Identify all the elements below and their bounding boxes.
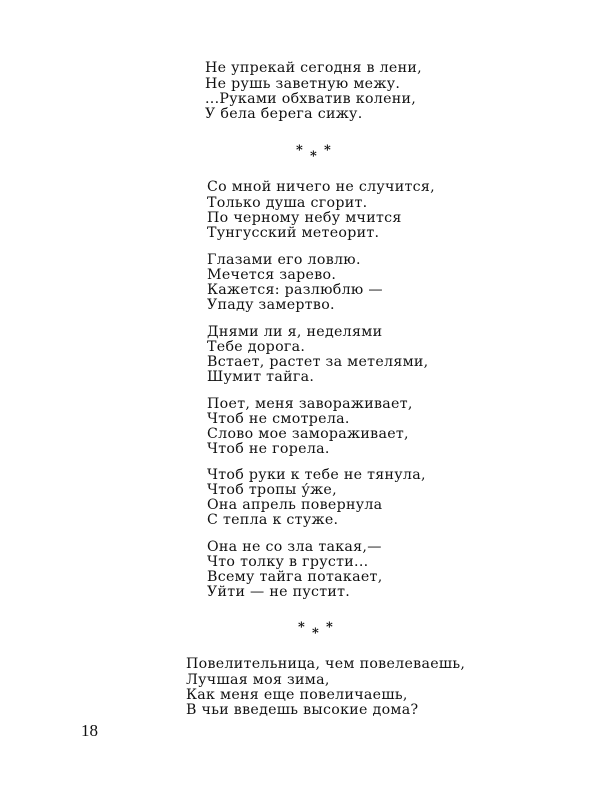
verse-line: У бела берега сижу. bbox=[205, 106, 363, 122]
verse-line: Не упрекай сегодня в лени, bbox=[205, 60, 422, 76]
verse-line: По черному небу мчится bbox=[207, 210, 402, 226]
verse-line: Со мной ничего не случится, bbox=[207, 179, 435, 195]
verse-line: Встает, растет за метелями, bbox=[207, 354, 429, 370]
verse-line: Всему тайга потакает, bbox=[207, 569, 383, 585]
verse-line: Она не со зла такая,— bbox=[207, 539, 382, 555]
verse-line: Не рушь заветную межу. bbox=[205, 76, 401, 92]
verse-line: Упаду замертво. bbox=[207, 297, 335, 313]
verse-line: Повелительница, чем повелеваешь, bbox=[186, 656, 466, 672]
verse-line: Уйти — не пустит. bbox=[207, 584, 351, 600]
verse-line: В чьи введешь высокие дома? bbox=[186, 702, 419, 718]
verse-line: Как меня еще повеличаешь, bbox=[186, 687, 408, 703]
asterism-separator: * * * bbox=[296, 143, 331, 164]
verse-line: Чтоб не горела. bbox=[207, 441, 330, 457]
verse-line: ...Руками обхватив колени, bbox=[205, 91, 417, 107]
verse-line: Слово мое замораживает, bbox=[207, 426, 409, 442]
verse-line: Днями ли я, неделями bbox=[207, 324, 383, 340]
verse-line: Глазами его ловлю. bbox=[207, 252, 361, 268]
verse-line: Лучшая моя зима, bbox=[186, 672, 330, 688]
verse-line: Только душа сгорит. bbox=[207, 195, 368, 211]
verse-line: Чтоб руки к тебе не тянула, bbox=[207, 467, 426, 483]
asterism-separator: * * * bbox=[298, 620, 333, 641]
verse-line: Чтоб тропы у́же, bbox=[207, 482, 337, 498]
verse-line: Она апрель повернула bbox=[207, 497, 383, 513]
verse-line: Шумит тайга. bbox=[207, 369, 315, 385]
verse-line: Что толку в грусти... bbox=[207, 554, 369, 570]
verse-line: Тебе дорога. bbox=[207, 339, 306, 355]
verse-line: Тунгусский метеорит. bbox=[207, 225, 380, 241]
page-number: 18 bbox=[81, 721, 98, 740]
verse-line: Мечется зарево. bbox=[207, 267, 337, 283]
verse-line: Чтоб не смотрела. bbox=[207, 411, 350, 427]
verse-line: Кажется: разлюблю — bbox=[207, 282, 383, 298]
verse-line: С тепла к стуже. bbox=[207, 512, 339, 528]
verse-line: Поет, меня завораживает, bbox=[207, 396, 413, 412]
